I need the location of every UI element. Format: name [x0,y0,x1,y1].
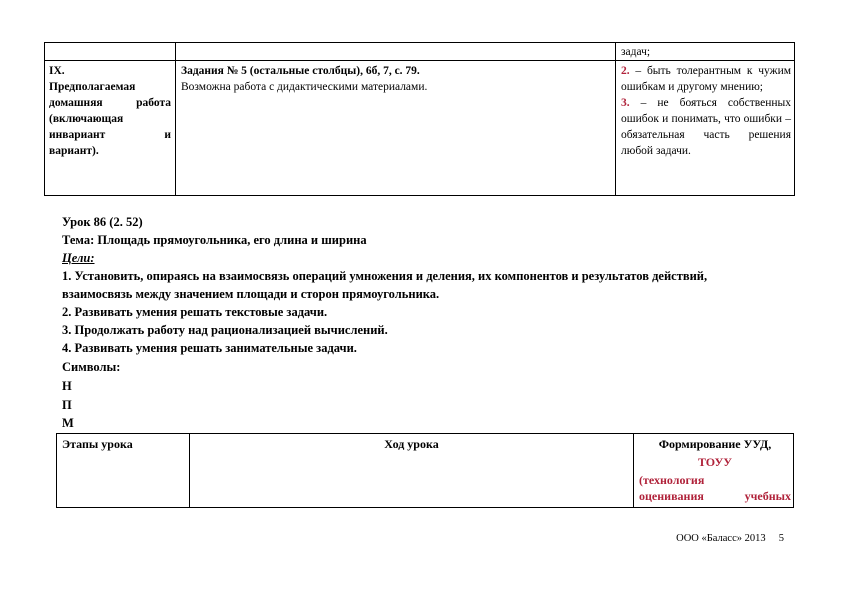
goal-1-line-1: 1. Установить, опираясь на взаимосвязь операций умножения и деления, их компонентов и результатов действий, [62,269,708,283]
item-number: 3. [621,97,630,109]
top-table-cell-r0c3: задач; [621,46,651,58]
top-table-cell-r1c2 [181,63,611,95]
touu-label: ТОУУ [697,455,733,469]
lesson-topic: Тема: Площадь прямоугольника, его длина и ширина [62,233,367,247]
header-stages: Этапы урока [62,437,133,451]
lesson-number: Урок 86 (2. 52) [62,215,143,229]
lesson-table [56,433,794,508]
column-divider [175,43,176,195]
footer [676,533,784,544]
symbol-n: Н [62,379,72,393]
header-uud: Формирование УУД, ТОУУ (технология оценивания учебных [639,437,791,503]
homework-note: Возможна работа с дидактическими материалами. [181,81,428,93]
homework-title: Задания № 5 (остальные столбцы), 6б, 7, с. 79. [181,65,420,77]
top-table-cell-r1c1: IX. Предполагаемая домашняя работа (включающая инвариант и вариант). [49,65,171,157]
page-number: 5 [778,533,784,544]
header-lesson-flow: Ход урока [384,437,439,451]
top-table [44,42,795,196]
footer-publisher: ООО «Баласс» 2013 [676,533,766,544]
item-number: 2. [621,65,630,77]
top-table-cell-r1c3: 2. – быть толерантным к чужим ошибкам и другому мнению; 3. – не бояться собственных ошибок и понимать, что ошибки – обязательная часть решения любой задачи. [621,65,791,157]
symbols-label: Символы: [62,360,121,374]
goal-3: 3. Продолжать работу над рационализацией вычислений. [62,323,388,337]
row-divider [45,60,794,61]
goals-label: Цели: [62,251,95,265]
symbol-m: М [62,416,74,430]
symbol-p: П [62,398,72,412]
goal-1-line-2: взаимосвязь между значением площади и сторон прямоугольника. [62,287,440,301]
goal-4: 4. Развивать умения решать занимательные задачи. [62,341,357,355]
column-divider [633,434,634,507]
column-divider [615,43,616,195]
goal-2: 2. Развивать умения решать текстовые задачи. [62,305,328,319]
